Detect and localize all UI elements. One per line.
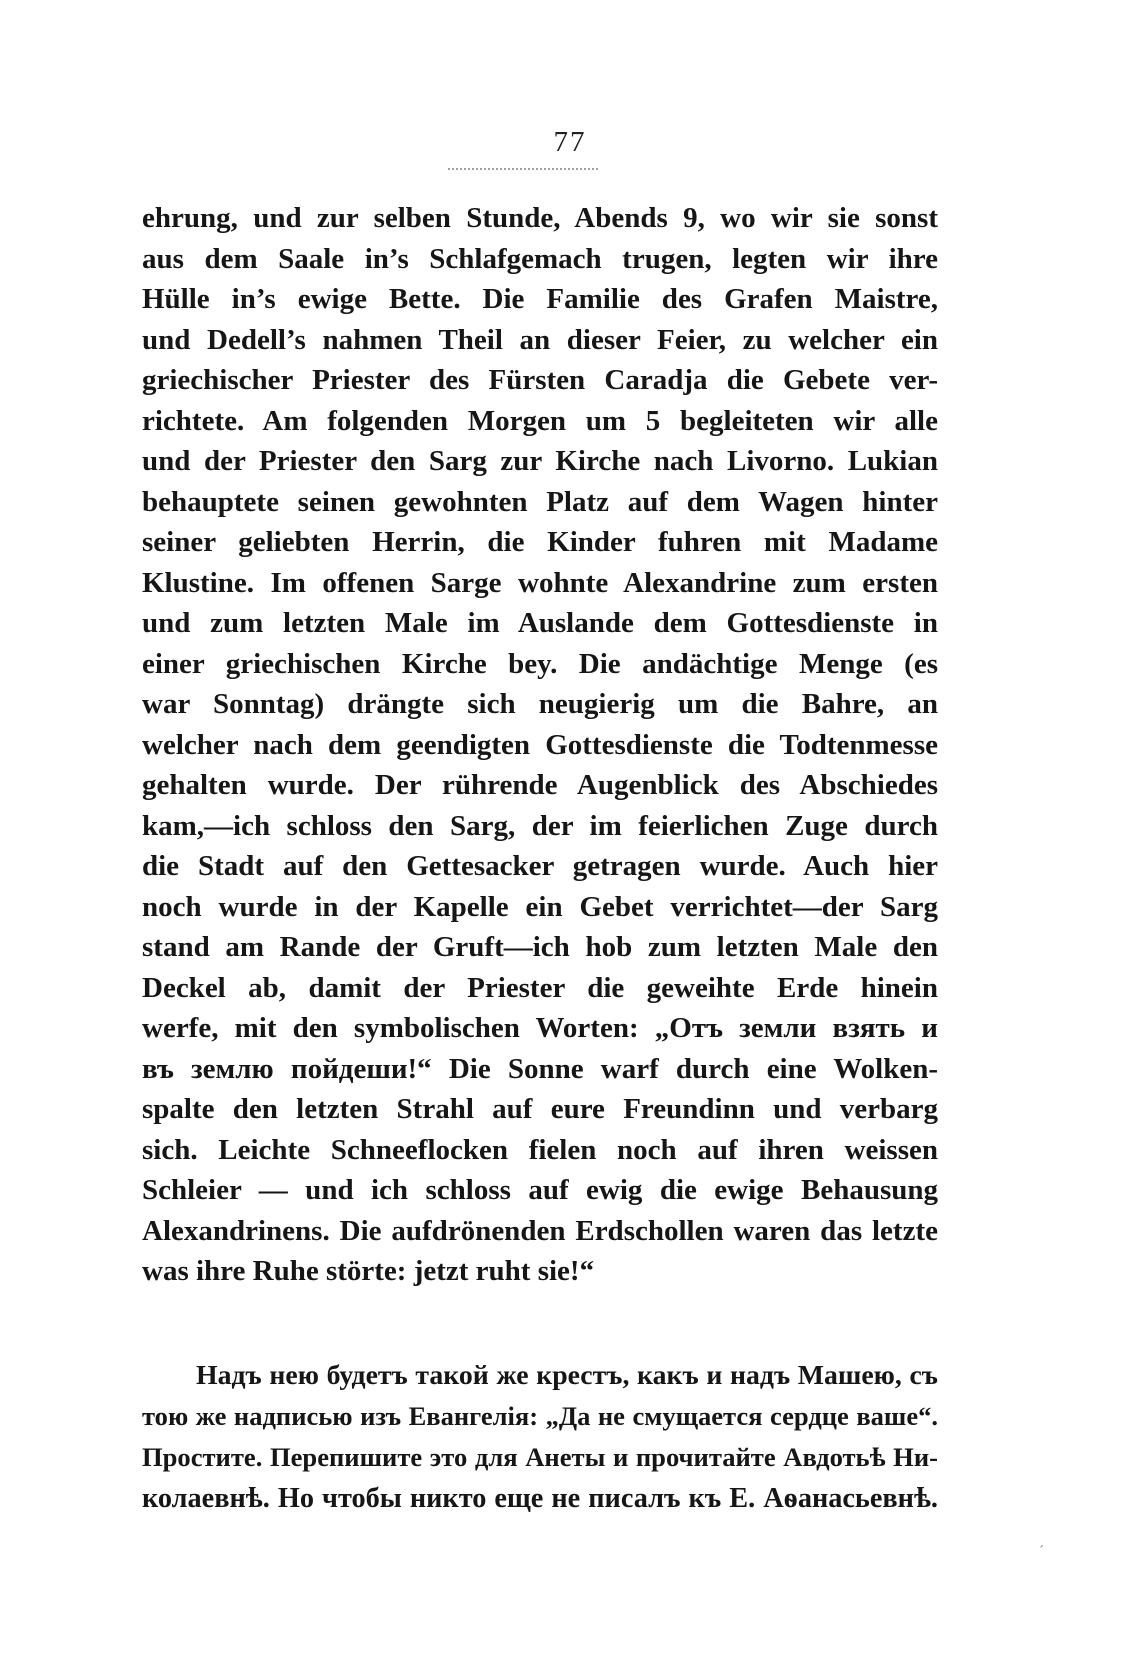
text-line: war Sonntag) drängte sich neugierig um die Bahre, an xyxy=(142,688,938,720)
text-line: seiner geliebten Herrin, die Kinder fuhren mit Madame xyxy=(142,526,938,558)
text-line: Hülle in’s ewige Bette. Die Familie des Grafen Maistre, xyxy=(142,283,938,315)
text-line: въ землю пойдеши!“ Die Sonne warf durch eine Wolken- xyxy=(142,1052,938,1085)
text-line: was ihre Ruhe störte: jetzt ruht sie!“ xyxy=(142,1255,595,1287)
text-line: тою же надписью изъ Евангелія: „Да не смущается сердце ваше“. xyxy=(142,1401,938,1431)
text-line: Надъ нею будетъ такой же крестъ, какъ и надъ Машею, съ xyxy=(196,1360,938,1391)
text-line: und der Priester den Sarg zur Kirche nach Livorno. Lukian xyxy=(142,445,938,477)
text-line: behauptete seinen gewohnten Platz auf dem Wagen hinter xyxy=(142,485,938,518)
text-line: Простите. Перепишите это для Анеты и прочитайте Авдотьѣ Ни- xyxy=(142,1442,938,1472)
text-line: griechischer Priester des Fürsten Caradja die Gebete ver- xyxy=(142,364,938,396)
page-number-rule xyxy=(448,168,598,170)
text-line: sich. Leichte Schneeflocken fielen noch auf ihren weissen xyxy=(142,1133,938,1166)
text-line: einer griechischen Kirche bey. Die andächtige Menge (es xyxy=(142,647,938,680)
german-paragraph xyxy=(142,198,938,1292)
text-line: kam,—ich schloss den Sarg, der im feierlichen Zuge durch xyxy=(142,809,938,842)
russian-paragraph xyxy=(142,1355,938,1519)
text-line: stand am Rande der Gruft—ich hob zum letzten Male den xyxy=(142,931,938,963)
text-line: колаевнѣ. Но чтобы никто еще не писалъ къ Е. Аѳанасьевнѣ. xyxy=(142,1483,938,1514)
text-line: noch wurde in der Kapelle ein Gebet verrichtet—der Sarg xyxy=(142,890,938,923)
text-line: Schleier — und ich schloss auf ewig die ewige Behausung xyxy=(142,1174,938,1206)
text-line: gehalten wurde. Der rührende Augenblick des Abschiedes xyxy=(142,769,938,801)
text-line: ehrung, und zur selben Stunde, Abends 9, wo wir sie sonst xyxy=(142,202,938,234)
text-line: Klustine. Im offenen Sarge wohnte Alexandrine zum ersten xyxy=(142,566,938,599)
text-line: und Dedell’s nahmen Theil an dieser Feier, zu welcher ein xyxy=(142,323,938,356)
text-line: Alexandrinens. Die aufdrönenden Erdschollen waren das letzte xyxy=(142,1214,938,1247)
text-line: welcher nach dem geendigten Gottesdienste die Todtenmesse xyxy=(142,728,938,761)
text-line: Deckel ab, damit der Priester die geweihte Erde hinein xyxy=(142,971,938,1004)
corner-mark: ´ xyxy=(1038,1544,1044,1558)
page-number: 77 xyxy=(553,126,587,158)
text-line: richtete. Am folgenden Morgen um 5 begleiteten wir alle xyxy=(142,404,938,437)
text-line: spalte den letzten Strahl auf eure Freundinn und verbarg xyxy=(142,1093,938,1125)
text-line: werfe, mit den symbolischen Worten: „Отъ земли взять и xyxy=(142,1012,938,1044)
text-line: die Stadt auf den Gettesacker getragen wurde. Auch hier xyxy=(142,850,938,882)
text-line: aus dem Saale in’s Schlafgemach trugen, legten wir ihre xyxy=(142,242,938,275)
text-line: und zum letzten Male im Auslande dem Gottesdienste in xyxy=(142,607,938,639)
